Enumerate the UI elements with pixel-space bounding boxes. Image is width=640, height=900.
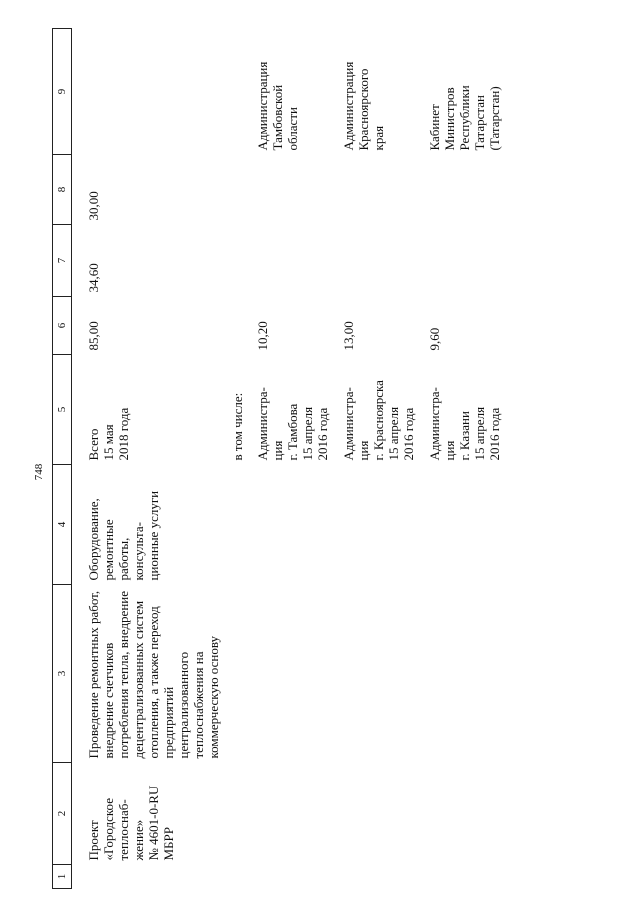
table-row — [226, 29, 249, 889]
amount-cell: 13,00 — [341, 321, 356, 351]
project-table — [52, 28, 507, 889]
column-number: 8 — [53, 155, 72, 225]
project-activities: Проведение ремонтных работ, внедрение счетчиков потребления тепла, внедрение децентрализованных систем отопления, а также переход предприятий централизованного теплоснабжения на коммерческую основу — [86, 590, 221, 759]
column-number: 4 — [53, 465, 72, 585]
column-number-row — [53, 29, 72, 889]
total-col6: 85,00 — [86, 321, 101, 351]
column-number: 1 — [53, 865, 72, 889]
column-number: 3 — [53, 585, 72, 763]
column-number: 5 — [53, 355, 72, 465]
guarantor-cell: Кабинет Министров Республики Татарстан (Татарстан) — [427, 85, 502, 151]
including-label: в том числе: — [230, 392, 245, 461]
project-name: Проект «Городское теплоснаб- жение» № 4601-0-RU МБРР — [86, 785, 176, 861]
page-number: 748 — [33, 463, 45, 481]
column-number: 9 — [53, 29, 72, 155]
column-number: 6 — [53, 297, 72, 355]
guarantor-cell: Администрация Тамбовской области — [255, 61, 300, 151]
borrower-cell: Администра- ция г. Красноярска 15 апреля 2016 года — [341, 380, 416, 461]
amount-cell: 10,20 — [255, 321, 270, 351]
rotated-page — [52, 29, 640, 889]
amount-cell: 9,60 — [427, 327, 442, 351]
borrower-cell: Администра- ция г. Тамбова 15 апреля 2016 года — [255, 387, 330, 461]
total-col7: 34,60 — [86, 263, 101, 293]
project-items: Оборудование, ремонтные работы, консульта- ционные услуги — [86, 490, 161, 581]
guarantor-cell: Администрация Красноярского края — [341, 61, 386, 151]
borrower-cell: Администра- ция г. Казани 15 апреля 2016 года — [427, 387, 502, 461]
table-row — [72, 29, 227, 889]
total-label: Всего 15 мая 2018 года — [86, 407, 131, 461]
column-number: 7 — [53, 225, 72, 297]
table-row — [421, 29, 507, 889]
table-row — [249, 29, 335, 889]
table-row — [335, 29, 421, 889]
total-col8: 30,00 — [86, 191, 101, 221]
column-number: 2 — [53, 763, 72, 865]
